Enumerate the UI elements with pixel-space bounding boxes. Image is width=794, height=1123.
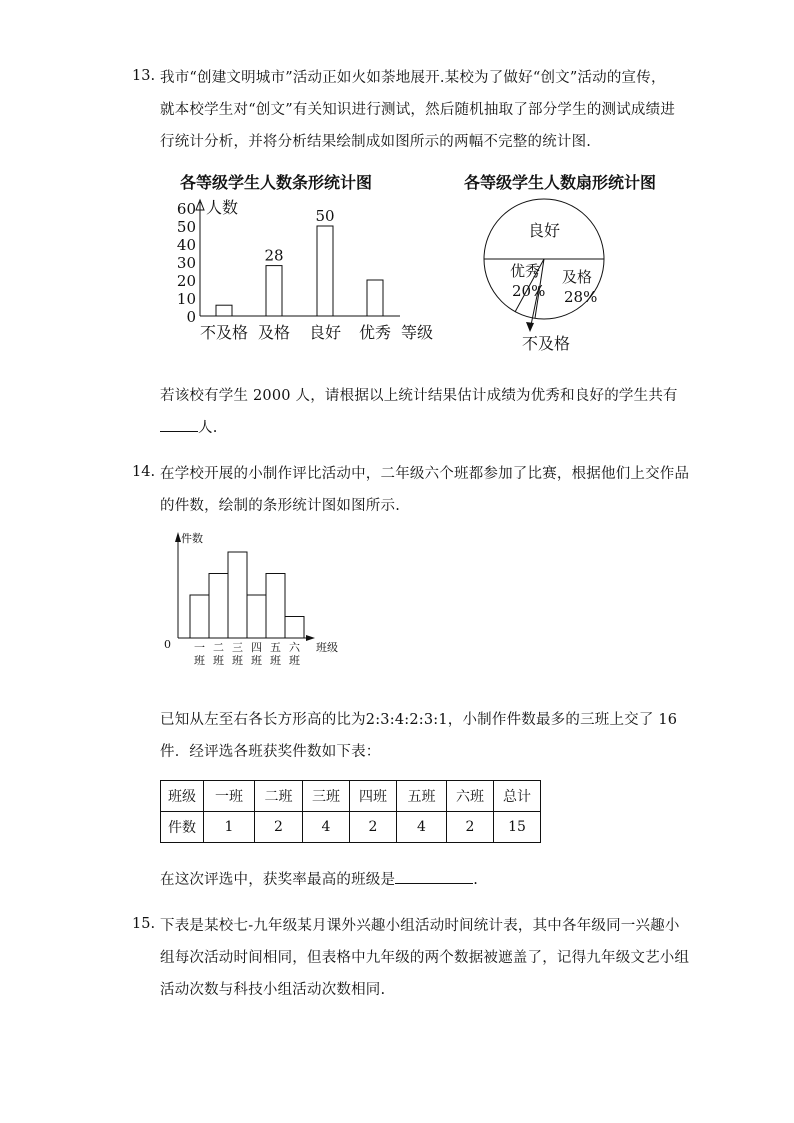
slice-percent-excellent: 20%	[512, 282, 546, 300]
bar-value-label: 28	[264, 246, 284, 265]
question-text-line: 已知从左至右各长方形高的比为2:3:4:2:3:1，小制作件数最多的三班上交了 16	[160, 712, 678, 728]
answer-end: .	[473, 872, 479, 888]
x-tick-label: 二	[213, 641, 224, 654]
y-tick-label: 40	[176, 236, 196, 254]
y-tick-label: 50	[176, 218, 196, 236]
y-tick-label: 10	[176, 290, 196, 308]
question-number: 15.	[132, 916, 156, 932]
bar	[266, 266, 282, 316]
bar	[247, 595, 266, 638]
x-tick-label: 一	[194, 641, 205, 654]
y-axis-label: 件数	[181, 532, 203, 545]
question-number: 14.	[132, 464, 156, 480]
table-cell: 4	[397, 812, 447, 843]
x-tick-label: 良好	[308, 323, 342, 342]
x-tick-label: 班	[232, 654, 243, 667]
x-tick-label: 四	[251, 641, 262, 654]
x-tick-label: 优秀	[358, 323, 392, 342]
table-cell: 总计	[494, 781, 541, 812]
answer-blank[interactable]	[395, 869, 473, 884]
grade-pie-chart	[460, 166, 700, 354]
bar-value-label: 50	[315, 207, 335, 225]
question-text-line: 若该校有学生 2000 人，请根据以上统计结果估计成绩为优秀和良好的学生共有	[160, 388, 678, 404]
question-text-line: 活动次数与科技小组活动次数相同.	[160, 982, 386, 998]
x-tick-label: 班	[270, 654, 281, 667]
x-tick-label: 及格	[257, 323, 291, 342]
x-axis-arrow	[306, 635, 315, 641]
chart-title: 各等级学生人数扇形统计图	[464, 173, 657, 192]
table-cell: 4	[303, 812, 350, 843]
table-cell: 一班	[204, 781, 255, 812]
chart-title: 各等级学生人数条形统计图	[180, 173, 373, 192]
award-table	[160, 780, 541, 843]
bar	[228, 552, 247, 638]
table-cell: 六班	[447, 781, 494, 812]
question-text-line: 在学校开展的小制作评比活动中，二年级六个班都参加了比赛，根据他们上交作品	[160, 466, 690, 482]
table-cell: 15	[494, 812, 541, 843]
bar	[190, 595, 209, 638]
question-text-line: 的件数，绘制的条形统计图如图所示.	[160, 498, 401, 514]
x-tick-label: 班	[251, 654, 262, 667]
class-bar-chart	[160, 526, 360, 672]
x-tick-label: 五	[270, 641, 281, 654]
table-cell: 2	[255, 812, 303, 843]
table-row	[161, 781, 541, 812]
pointer-arrowhead	[526, 322, 534, 332]
table-cell: 四班	[350, 781, 397, 812]
table-cell: 三班	[303, 781, 350, 812]
bar	[216, 305, 232, 316]
y-tick-label: 60	[176, 200, 196, 218]
bar	[266, 574, 285, 639]
bar	[367, 280, 383, 316]
question-number: 13.	[132, 68, 156, 84]
origin-label: 0	[164, 638, 171, 651]
x-tick-label: 六	[289, 641, 300, 654]
slice-percent-pass: 28%	[564, 288, 598, 306]
slice-label-pass: 及格	[562, 268, 593, 286]
x-tick-label: 三	[232, 641, 243, 654]
table-cell: 班级	[161, 781, 204, 812]
slice-label-fail: 不及格	[522, 334, 571, 353]
question-text-line: 我市“创建文明城市”活动正如火如荼地展开.某校为了做好“创文”活动的宣传，	[160, 70, 666, 86]
table-row	[161, 812, 541, 843]
y-tick-label: 0	[186, 308, 196, 326]
table-cell: 二班	[255, 781, 303, 812]
question-text: 在这次评选中，获奖率最高的班级是	[160, 872, 396, 888]
y-axis-label: 人数	[206, 198, 239, 217]
y-tick-label: 30	[176, 254, 196, 272]
table-cell: 2	[350, 812, 397, 843]
table-cell: 2	[447, 812, 494, 843]
answer-blank[interactable]	[160, 417, 198, 432]
question-text-line: 行统计分析，并将分析结果绘制成如图所示的两幅不完整的统计图.	[160, 134, 592, 150]
slice-label-good: 良好	[528, 221, 561, 240]
x-tick-label: 不及格	[199, 323, 249, 342]
question-text-line: 组每次活动时间相同，但表格中九年级的两个数据被遮盖了，记得九年级文艺小组	[160, 950, 690, 966]
grade-bar-chart	[160, 166, 450, 352]
x-axis-label: 班级	[316, 641, 338, 654]
answer-line	[160, 868, 478, 889]
question-text-line: 件．经评选各班获奖件数如下表：	[160, 744, 381, 760]
x-tick-label: 班	[194, 654, 205, 667]
bar	[317, 226, 333, 316]
bar	[209, 574, 228, 639]
question-text-line: 就本校学生对“创文”有关知识进行测试，然后随机抽取了部分学生的测试成绩进	[160, 102, 676, 118]
slice-label-excellent: 优秀	[510, 262, 541, 280]
question-text-line: 下表是某校七-九年级某月课外兴趣小组活动时间统计表，其中各年级同一兴趣小	[160, 918, 680, 934]
y-tick-label: 20	[176, 272, 196, 290]
table-cell: 1	[204, 812, 255, 843]
bar	[285, 617, 304, 639]
x-tick-label: 班	[213, 654, 224, 667]
answer-line	[160, 416, 218, 437]
table-cell: 件数	[161, 812, 204, 843]
x-tick-label: 班	[289, 654, 300, 667]
answer-tail: 人.	[198, 420, 218, 436]
x-axis-label: 等级	[401, 323, 434, 342]
table-cell: 五班	[397, 781, 447, 812]
